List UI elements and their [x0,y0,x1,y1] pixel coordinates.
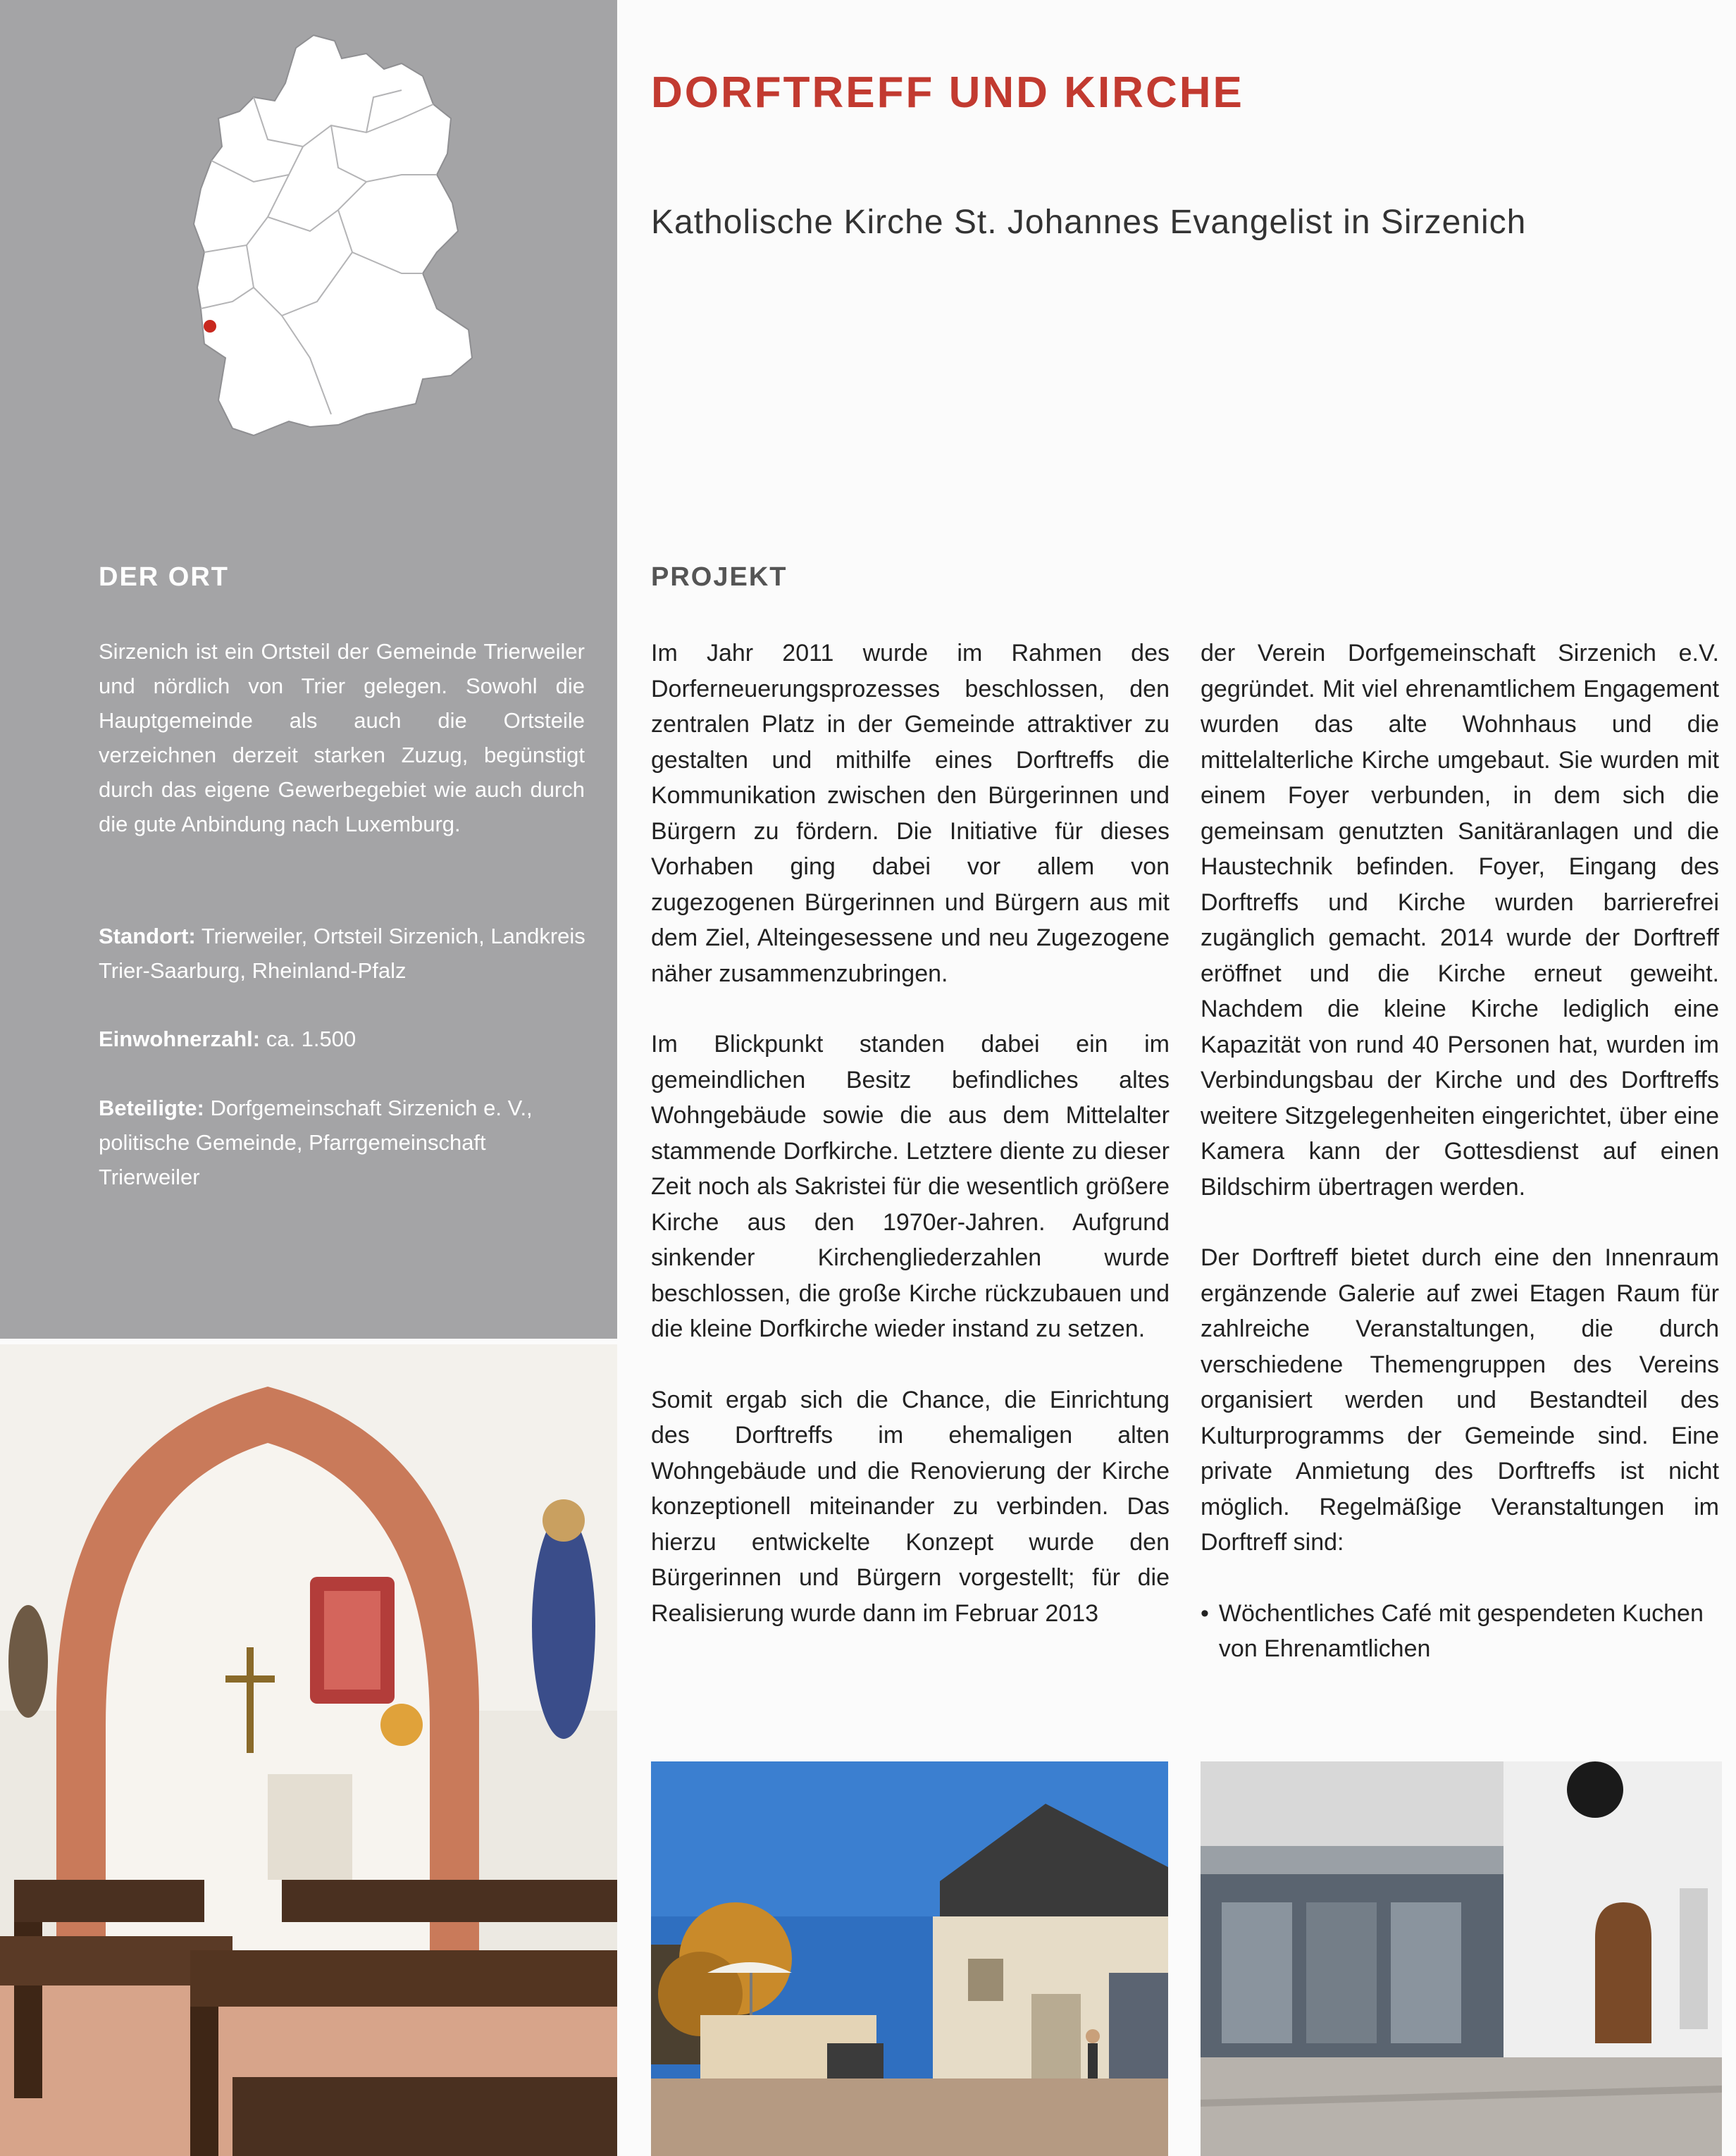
bullet-text: Wöchentliches Café mit gespendeten Kuchen von Ehrenamtlichen [1218,1599,1704,1662]
fact-label: Beteiligte: [99,1096,204,1120]
fact-beteiligte [99,1091,592,1194]
fact-value: Trierweiler, Ortsteil Sirzenich, Landkreis Trier-Saarburg, Rheinland-Pfalz [99,924,585,983]
paragraph: Im Jahr 2011 wurde im Rahmen des Dorferneuerungsprozesses beschlossen, den zentralen Platz in der Gemeinde attraktiver zu gestalten und mithilfe eines Dorftreffs die Kommunikation zwischen den Bürgerinnen und Bürgern zu fördern. Die Initiative für dieses Vorhaben ging dabei vor allem von zugezogenen Bürgerinnen und Bürgern aus mit dem Ziel, Alteingesessene und neu Zugezogene näher zusammenzubringen. [651,640,1170,987]
page-title: DORFTREFF UND KIRCHE [651,68,1244,117]
bullet-marker: • [1201,1599,1209,1627]
paragraph: Somit ergab sich die Chance, die Einrichtung des Dorftreffs im ehemaligen alten Wohngebäude und die Renovierung der Kirche konzeptionell miteinander zu verbinden. Das hierzu entwickelte Konzept wurde den Bürgerinnen und Bürgern vorgestellt; für die Realisierung wurde dann im Februar 2013 [651,1386,1170,1627]
location-marker [204,320,216,333]
fact-value: ca. 1.500 [266,1027,356,1051]
ort-heading: DER ORT [99,562,229,592]
fact-label: Einwohnerzahl: [99,1027,261,1051]
paragraph: Im Blickpunkt standen dabei ein im gemeindlichen Besitz befindliches altes Wohngebäude sowie die aus dem Mittelalter stammende Dorfkirche. Letztere diente zu dieser Zeit noch als Sakristei für die wesentlich größere Kirche aus den 1970er-Jahren. Aufgrund sinkender Kirchengliederzahlen wurde beschlossen, die große Kirche rückzubauen und die kleine Dorfkirche wieder instand zu setzen. [651,1031,1170,1342]
paragraph: Der Dorftreff bietet durch eine den Innenraum ergänzende Galerie auf zwei Etagen Raum für zahlreiche Veranstaltungen, die durch verschiedene Themengruppen des Vereins organisiert werden und Bestandteil des Kulturprogramms der Gemeinde sind. Eine private Anmietung des Dorftreffs ist nicht möglich. Regelmäßige Veranstaltungen im Dorftreff sind: [1201,1244,1719,1556]
paragraph: der Verein Dorfgemeinschaft Sirzenich e.V. gegründet. Mit viel ehrenamtlichem Engagement wurden das alte Wohnhaus und die mittelalterliche Kirche umgebaut. Sie wurden mit einem Foyer verbunden, in dem sich die gemeinsam genutzten Sanitäranlagen und die Haustechnik befinden. Foyer, Eingang des Dorftreffs und Kirche wurden barrierefrei zugänglich gemacht. 2014 wurde der Dorftreff eröffnet und die Kirche erneut geweiht. Nachdem die kleine Kirche lediglich eine Kapazität von rund 40 Personen hat, wurden im Verbindungsbau der Kirche und des Dorftreffs weitere Sitzgelegenheiten eingerichtet, über eine Kamera kann der Gottesdienst auf einen Bildschirm übertragen werden. [1201,640,1719,1201]
text-column-1 [651,636,1170,1666]
fact-standort [99,919,592,988]
foyer-entrance-photo [1201,1761,1722,2156]
bullet-item [1201,1596,1719,1667]
dorftreff-exterior-photo [651,1761,1168,2156]
ort-description: Sirzenich ist ein Ortsteil der Gemeinde Trierweiler und nördlich von Trier gelegen. Sowohl die Hauptgemeinde als auch die Ortsteile verzeichnen derzeit starken Zuzug, begünstigt durch das eigene Gewerbegebiet wie auch durch die gute Anbindung nach Luxemburg. [99,639,585,836]
projekt-heading: PROJEKT [651,562,788,592]
church-interior-photo [0,1344,617,2156]
sidebar-panel [0,0,617,1339]
page-subtitle: Katholische Kirche St. Johannes Evangelist in Sirzenich [651,204,1527,241]
fact-einwohnerzahl [99,1022,592,1056]
fact-value: Dorfgemeinschaft Sirzenich e. V., politische Gemeinde, Pfarrgemeinschaft Trierweiler [99,1096,533,1189]
germany-map [190,20,493,450]
germany-outline [194,35,472,435]
fact-label: Standort: [99,924,196,948]
text-column-2 [1201,636,1719,1667]
